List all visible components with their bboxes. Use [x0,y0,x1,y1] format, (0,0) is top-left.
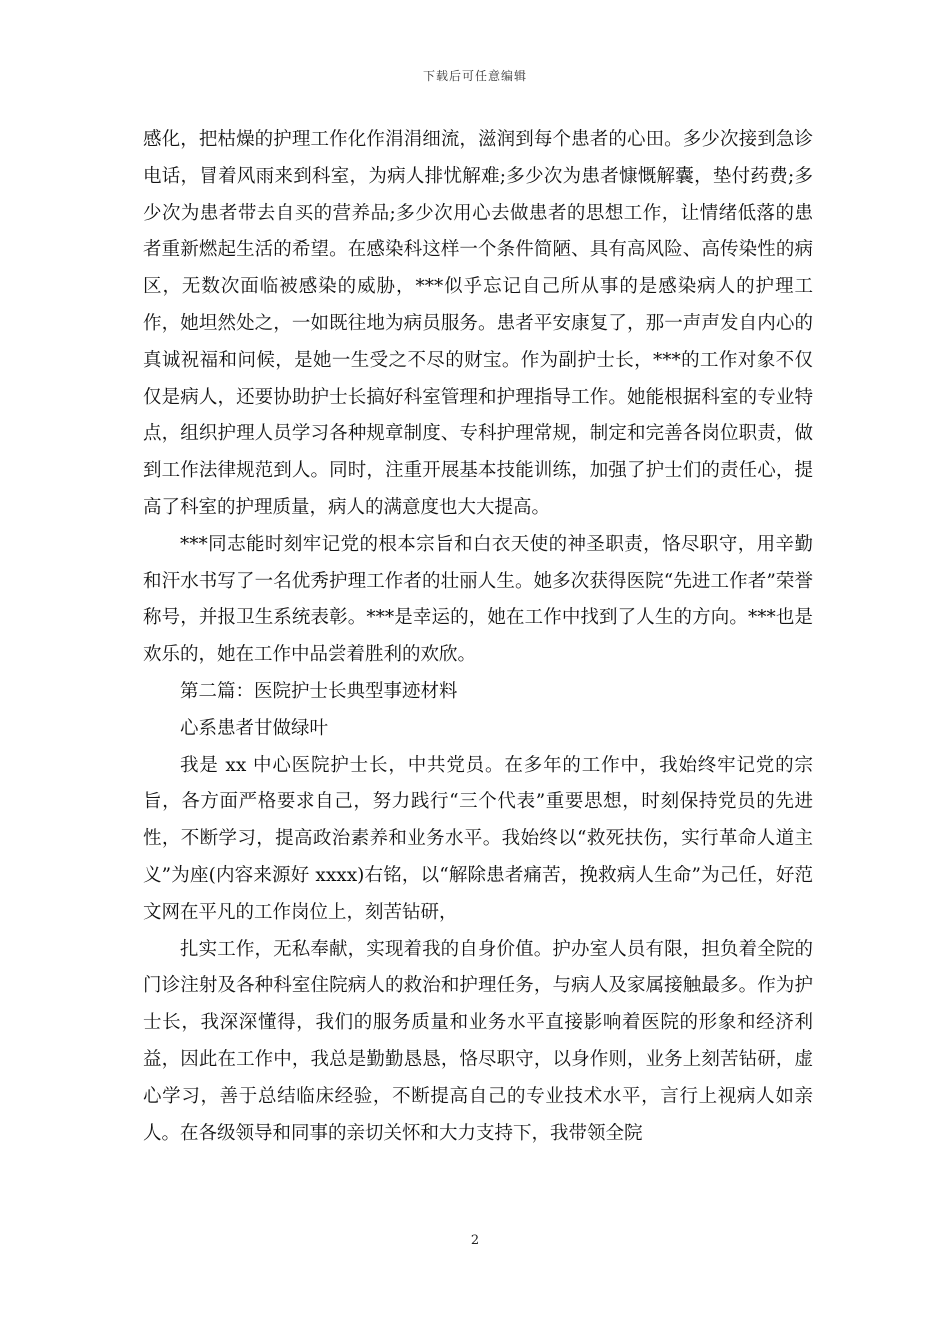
text-line: 行上视病人如亲人。在各级领导和同事的亲切关怀和大力支持下，我带领全院 [143,1085,813,1144]
text-line: 命人道主义”为座(内容来源好 xxxx)右铭，以“解除患者痛苦，挽救病人生 [143,828,813,886]
text-line: 绪低落的患者重新燃起生活的希望。在感染科这样一个条件简陋、具有高风险、 [143,202,813,261]
page-number: 2 [470,1233,480,1248]
paragraph [143,932,813,1153]
text-line: 高传染性的病区，无数次面临被感染的威胁，***似乎忘记自己所从事的是感染 [143,239,813,298]
text-line: 制定和完善各岗位职责，做到工作法律规范到人。同时，注重开展基本技能训 [143,423,813,482]
text-line: 向。***也是欢乐的，她在工作中品尝着胜利的欢欣。 [143,607,813,666]
text-line: 院的门诊注射及各种科室住院病人的救治和护理任务，与病人及家属接触最多。 [143,938,813,997]
text-line: 我是 xx 中心医院护士长，中共党员。在多年的工作中，我始终牢记党的宗 [180,754,813,776]
text-line: 一声声发自内心的真诚祝福和问候，是她一生受之不尽的财宝。作为副护士长， [143,312,813,371]
paragraph [143,711,813,748]
paragraph [143,122,813,527]
text-line: 和经济利益，因此在工作中，我总是勤勤恳恳，恪尽职守，以身作则，业务上 [143,1012,813,1070]
paragraph [143,527,813,674]
text-line: 者”荣誉称号，并报卫生系统表彰。***是幸运的，她在工作中找到了人生的方 [143,570,813,629]
text-line: 刻苦钻研，虚心学习，善于总结临床经验，不断提高自己的专业技术水平，言 [143,1048,813,1107]
text-line: ***的工作对象不仅仅是病人，还要协助护士长搞好科室管理和护理指导工作。 [143,349,813,408]
paragraph [143,748,813,932]
text-line: 药费;多少次为患者带去自买的营养品;多少次用心去做患者的思想工作，让情 [143,165,813,224]
text-line: 练，加强了护士们的责任心，提高了科室的护理质量，病人的满意度也大大提 [143,460,813,518]
text-line: 高。 [513,496,551,518]
text-line: 心系患者甘做绿叶 [180,717,329,739]
text-line: ***同志能时刻牢记党的根本宗旨和白衣天使的神圣职责，恪尽职守，用辛 [180,533,795,555]
text-line: 先进性，不断学习，提高政治素养和业务水平。我始终以“救死扶伤，实行革 [143,791,813,850]
text-line: 旨，各方面严格要求自己，努力践行“三个代表”重要思想，时刻保持党员的 [143,791,776,813]
paragraph [143,674,813,711]
document-body [143,122,813,1152]
text-line: 感化，把枯燥的护理工作化作涓涓细流，滋润到每个患者的心田。多少次接到 [143,129,776,150]
text-line: 命”为己任，好范文网在平凡的工作岗位上，刻苦钻研， [143,864,813,923]
text-line: 勤和汗水书写了一名优秀护理工作者的壮丽人生。她多次获得医院“先进工作 [143,533,813,592]
text-line: 病人的护理工作，她坦然处之，一如既往地为病员服务。患者平安康复了，那 [143,276,813,334]
text-line: 扎实工作，无私奉献，实现着我的自身价值。护办室人员有限，担负着全 [180,938,776,960]
text-line: 她能根据科室的专业特点，组织护理人员学习各种规章制度、专科护理常规， [143,386,813,445]
text-line: 第二篇：医院护士长典型事迹材料 [180,680,458,702]
page-header-note: 下载后可任意编辑 [422,69,527,83]
text-line: 作为护士长，我深深懂得，我们的服务质量和业务水平直接影响着医院的形象 [143,975,813,1034]
text-line: 急诊电话，冒着风雨来到科室，为病人排忧解难;多少次为患者慷慨解囊，垫付 [143,129,813,187]
